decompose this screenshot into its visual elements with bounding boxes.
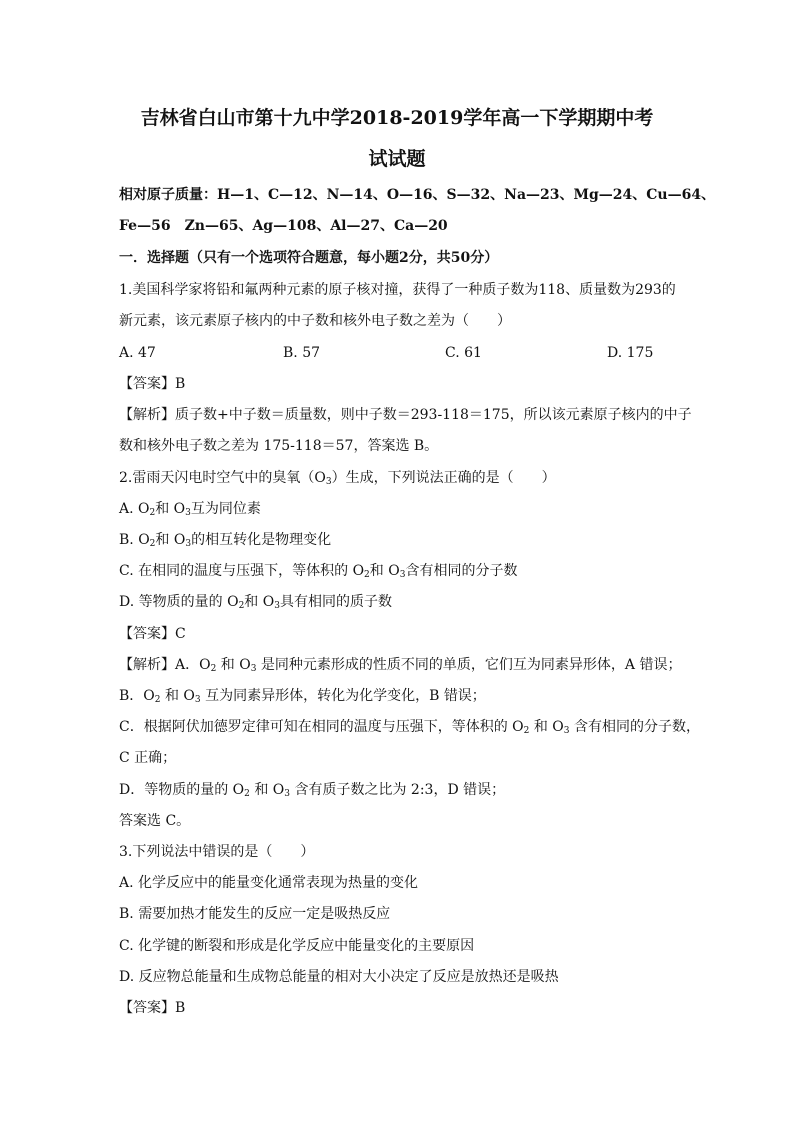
q3-option-d: D. 反应物总能量和生成物总能量的相对大小决定了反应是放热还是吸热 (119, 969, 559, 985)
q1-analysis-line2: 数和核外电子数之差为 175-118＝57，答案选 B。 (119, 438, 439, 454)
q3-option-a: A. 化学反应中的能量变化通常表现为热量的变化 (119, 875, 419, 891)
atomic-masses-line2: Fe—56 Zn—65、Ag—108、Al—27、Ca—20 (119, 218, 448, 234)
q2-analysis-line1: 【解析】A．$O_2$ 和 $O_3$ 是同种元素形成的性质不同的单质，它们互为同素异形体，A 错误； (119, 657, 682, 674)
q1-option-a: A. 47 (119, 345, 156, 361)
q2-conclusion: 答案选 C。 (119, 813, 191, 829)
q2-option-a: A. $O_2$和 $O_3$互为同位素 (119, 501, 261, 518)
q1-option-c: C. 61 (445, 345, 482, 361)
q1-answer: 【答案】B (119, 376, 186, 392)
q2-option-b: B. $O_2$和 $O_3$的相互转化是物理变化 (119, 532, 332, 549)
q2-answer: 【答案】C (119, 626, 186, 642)
q3-stem: 3.下列说法中错误的是（ ） (119, 844, 315, 860)
section-heading: 一．选择题（只有一个选项符合题意，每小题2分，共50分） (119, 250, 499, 266)
q3-answer: 【答案】B (119, 1000, 186, 1016)
q1-stem-line2: 新元素，该元素原子核内的中子数和核外电子数之差为（ ） (119, 313, 511, 329)
q3-option-c: C. 化学键的断裂和形成是化学反应中能量变化的主要原因 (119, 938, 475, 954)
q2-option-d: D. 等物质的量的 $O_2$和 $O_3$具有相同的质子数 (119, 594, 392, 611)
q3-option-b: B. 需要加热才能发生的反应一定是吸热反应 (119, 906, 391, 922)
q2-option-c: C. 在相同的温度与压强下，等体积的 $O_2$和 $O_3$含有相同的分子数 (119, 563, 518, 580)
q2-stem: 2.雷雨天闪电时空气中的臭氧$(O_3)$生成，下列说法正确的是（ ） (119, 470, 556, 487)
q2-analysis-line3: C．根据阿伏加德罗定律可知在相同的温度与压强下，等体积的 $O_2$ 和 $O_3$ 含有相同的分子数， (119, 719, 700, 736)
document-title-line2: 试试题 (368, 148, 426, 170)
q1-stem-line1: 1.美国科学家将铅和氟两种元素的原子核对撞，获得了一种质子数为118、质量数为293的 (119, 282, 676, 298)
q1-analysis-line1: 【解析】质子数+中子数＝质量数，则中子数＝293-118＝175，所以该元素原子核内的中子 (119, 407, 692, 423)
atomic-masses-line1: 相对原子质量：H—1、C—12、N—14、O—16、S—32、Na—23、Mg—24、Cu—64、 (119, 187, 716, 203)
q2-analysis-line2: B．$O_2$ 和 $O_3$ 互为同素异形体，转化为化学变化，B 错误； (119, 688, 486, 705)
q1-option-b: B. 57 (283, 345, 321, 361)
document-title-line1: 吉林省白山市第十九中学2018-2019学年高一下学期期中考 (140, 107, 654, 129)
q2-analysis-line4: D．等物质的量的 $O_2$ 和 $O_3$ 含有质子数之比为 2:3，D 错误； (119, 782, 506, 799)
q2-analysis-line3-cont: C 正确； (119, 750, 177, 766)
q1-option-d: D. 175 (607, 345, 654, 361)
